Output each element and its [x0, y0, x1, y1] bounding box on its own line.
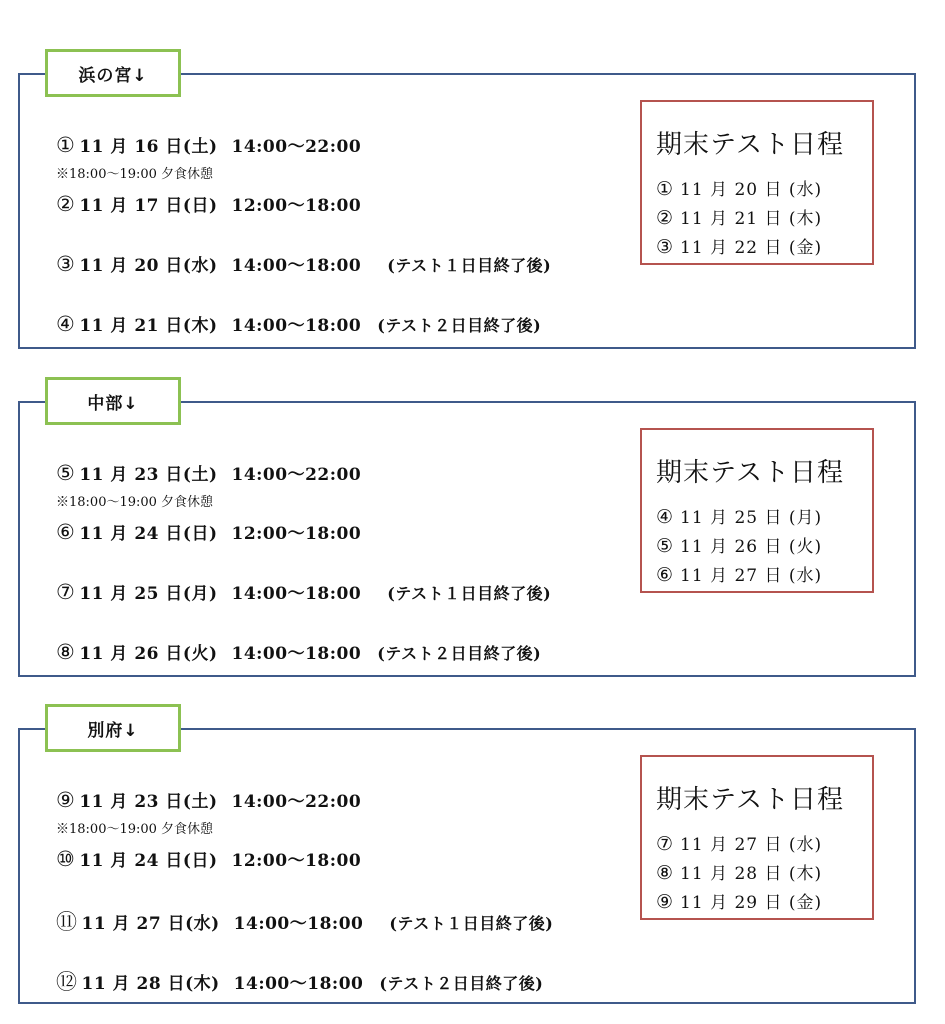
exam-date: 11 月 20 日 (水)	[680, 180, 823, 200]
row-date: 11 月 27 日(水)	[81, 914, 220, 934]
schedule-row	[56, 191, 361, 216]
schedule-row	[56, 460, 361, 485]
location-label: 浜の宮↓	[45, 49, 181, 97]
exam-date: 11 月 21 日 (木)	[680, 209, 823, 229]
row-time: 14:00〜18:00	[231, 256, 362, 276]
exam-number: ⑤	[656, 535, 675, 557]
row-number: ⑤	[56, 461, 76, 485]
exam-item	[656, 561, 822, 586]
row-date: 11 月 16 日(土)	[79, 137, 218, 157]
schedule-row	[56, 639, 541, 664]
row-number: ④	[56, 312, 76, 336]
row-date: 11 月 24 日(日)	[79, 851, 218, 871]
exam-number: ⑧	[656, 862, 675, 884]
row-date: 11 月 24 日(日)	[79, 524, 218, 544]
row-time: 12:00〜18:00	[231, 524, 362, 544]
row-note: (テスト２日目終了後)	[377, 644, 542, 663]
exam-title: 期末テスト日程	[656, 785, 844, 815]
exam-date: 11 月 27 日 (水)	[680, 566, 823, 586]
row-number: ⑧	[56, 640, 76, 664]
exam-schedule-box	[640, 755, 874, 920]
schedule-row	[56, 787, 361, 812]
row-date: 11 月 20 日(水)	[79, 256, 218, 276]
exam-item	[656, 233, 822, 258]
row-number: ③	[56, 252, 76, 276]
exam-item	[656, 503, 822, 528]
break-note: ※18:00〜19:00 夕食休憩	[56, 167, 214, 182]
schedule-row	[56, 132, 361, 157]
row-time: 14:00〜22:00	[231, 465, 362, 485]
schedule-row	[56, 579, 551, 604]
exam-schedule-box	[640, 428, 874, 593]
exam-number: ①	[656, 178, 675, 200]
row-note: (テスト２日目終了後)	[377, 316, 542, 335]
exam-number: ⑦	[656, 833, 675, 855]
row-time: 14:00〜18:00	[231, 316, 362, 336]
row-number: ①	[56, 133, 76, 157]
row-date: 11 月 25 日(月)	[79, 584, 218, 604]
row-time: 14:00〜18:00	[231, 584, 362, 604]
row-number: ⑨	[56, 788, 76, 812]
break-note: ※18:00〜19:00 夕食休憩	[56, 495, 214, 510]
exam-item	[656, 888, 822, 913]
row-time: 14:00〜22:00	[231, 792, 362, 812]
row-time: 14:00〜22:00	[231, 137, 362, 157]
schedule-row	[56, 311, 541, 336]
schedule-row	[56, 251, 551, 276]
exam-date: 11 月 26 日 (火)	[680, 537, 823, 557]
exam-number: ⑥	[656, 564, 675, 586]
exam-title: 期末テスト日程	[656, 130, 844, 160]
row-time: 12:00〜18:00	[231, 851, 362, 871]
schedule-row	[56, 966, 543, 996]
schedule-row	[56, 519, 361, 544]
exam-number: ②	[656, 207, 675, 229]
row-number: ⑫	[56, 970, 78, 994]
row-date: 11 月 23 日(土)	[79, 465, 218, 485]
exam-date: 11 月 22 日 (金)	[680, 238, 823, 258]
row-number: ⑩	[56, 847, 76, 871]
row-time: 14:00〜18:00	[233, 974, 364, 994]
row-date: 11 月 23 日(土)	[79, 792, 218, 812]
row-note: (テスト１日目終了後)	[389, 914, 554, 933]
exam-schedule-box	[640, 100, 874, 265]
exam-date: 11 月 28 日 (木)	[680, 864, 823, 884]
exam-number: ③	[656, 236, 675, 258]
row-number: ⑥	[56, 520, 76, 544]
exam-item	[656, 175, 822, 200]
row-time: 14:00〜18:00	[231, 644, 362, 664]
exam-item	[656, 532, 822, 557]
row-date: 11 月 21 日(木)	[79, 316, 218, 336]
row-note: (テスト１日目終了後)	[387, 256, 552, 275]
exam-date: 11 月 25 日 (月)	[680, 508, 823, 528]
row-date: 11 月 28 日(木)	[81, 974, 220, 994]
break-note: ※18:00〜19:00 夕食休憩	[56, 822, 214, 837]
row-note: (テスト１日目終了後)	[387, 584, 552, 603]
location-label: 中部↓	[45, 377, 181, 425]
schedule-row	[56, 906, 553, 936]
exam-item	[656, 859, 822, 884]
exam-date: 11 月 29 日 (金)	[680, 893, 823, 913]
exam-item	[656, 830, 822, 855]
row-time: 14:00〜18:00	[233, 914, 364, 934]
exam-item	[656, 204, 822, 229]
schedule-row	[56, 846, 361, 871]
row-date: 11 月 17 日(日)	[79, 196, 218, 216]
row-note: (テスト２日目終了後)	[379, 974, 544, 993]
row-number: ⑪	[56, 910, 78, 934]
exam-number: ④	[656, 506, 675, 528]
row-date: 11 月 26 日(火)	[79, 644, 218, 664]
row-number: ②	[56, 192, 76, 216]
row-time: 12:00〜18:00	[231, 196, 362, 216]
row-number: ⑦	[56, 580, 76, 604]
exam-number: ⑨	[656, 891, 675, 913]
exam-date: 11 月 27 日 (水)	[680, 835, 823, 855]
location-label: 別府↓	[45, 704, 181, 752]
exam-title: 期末テスト日程	[656, 458, 844, 488]
